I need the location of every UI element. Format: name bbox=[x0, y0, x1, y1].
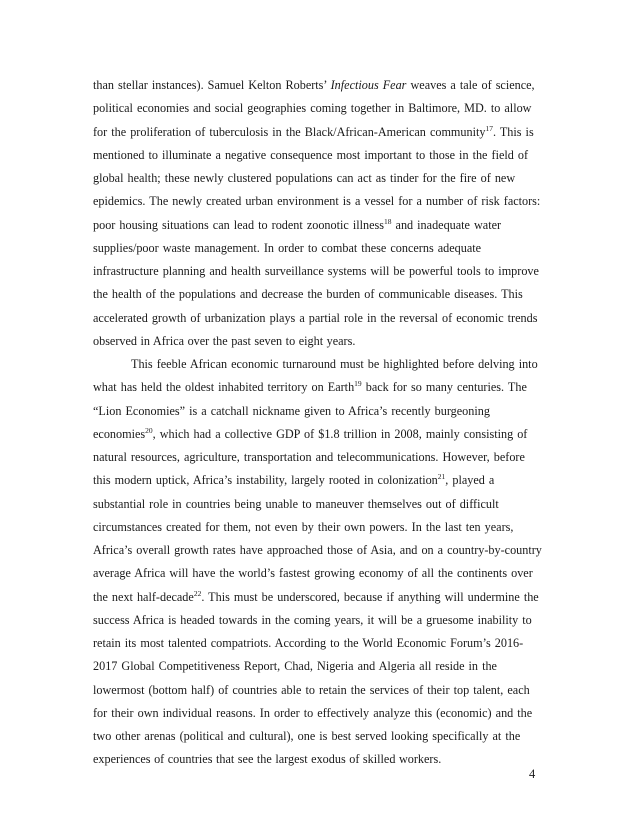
text-line: economies$^{20}$, which had a collective GDP of $1.8 trillion in 2008, mainly consisting of bbox=[93, 425, 528, 441]
text-line: this modern uptick, Africa’s instability, largely rooted in colonization$^{21}$, played a bbox=[93, 472, 495, 488]
text-line: supplies/poor waste management. In order to combat these concerns adequate bbox=[93, 240, 482, 255]
text-line: the health of the populations and decrease the burden of communicable diseases. This bbox=[93, 287, 523, 302]
text-line: what has held the oldest inhabited territory on Earth$^{19}$ back for so many centuries. The bbox=[93, 379, 527, 395]
text-line: experiences of countries that see the largest exodus of skilled workers. bbox=[93, 752, 442, 767]
text-line: average Africa will have the world’s fastest growing economy of all the continents over bbox=[93, 566, 533, 581]
text-line: 2017 Global Competitiveness Report, Chad, Nigeria and Algeria all reside in the bbox=[93, 659, 497, 674]
footnote-ref-21: 21 bbox=[437, 472, 446, 482]
text-line: natural resources, agriculture, transportation and telecommunications. However, before bbox=[93, 450, 525, 464]
text-line: political economies and social geographies coming together in Baltimore, MD. to allow bbox=[93, 101, 532, 116]
text-line: Africa’s overall growth rates have approached those of Asia, and on a country-by-country bbox=[93, 543, 542, 557]
book-title: Infectious Fear bbox=[330, 78, 407, 92]
text-line: the next half-decade$^{22}$. This must be underscored, because if anything will undermine the bbox=[93, 588, 539, 604]
text-line: two other arenas (political and cultural), one is best served looking specifically at the bbox=[93, 729, 521, 743]
text-line: success Africa is headed towards in the coming years, it will be a gruesome inability to bbox=[93, 612, 532, 627]
page-number: 4 bbox=[529, 767, 536, 781]
text-line: lowermost (bottom half) of countries able to retain the services of their top talent, each bbox=[93, 682, 530, 697]
text-line: epidemics. The newly created urban environment is a vessel for a number of risk factors: bbox=[93, 194, 541, 209]
text-line: observed in Africa over the past seven to eight years. bbox=[93, 333, 356, 348]
text-line: for their own individual reasons. In order to effectively analyze this (economic) and the bbox=[93, 705, 533, 720]
text-line: This feeble African economic turnaround must be highlighted before delving into bbox=[131, 357, 538, 371]
paragraph-1 bbox=[93, 77, 553, 356]
text-line: than stellar instances). Samuel Kelton Roberts’ Infectious Fear weaves a tale of science, bbox=[93, 78, 535, 92]
text-line: “Lion Economies” is a catchall nickname given to Africa’s recently burgeoning bbox=[93, 403, 490, 418]
text-line: substantial role in countries being unable to maneuver themselves out of difficult bbox=[93, 496, 499, 511]
footnote-ref-18: 18 bbox=[383, 216, 392, 226]
text-line: circumstances created for them, not even by their own powers. In the last ten years, bbox=[93, 519, 514, 534]
text-line: accelerated growth of urbanization plays a partial role in the reversal of economic trends bbox=[93, 310, 538, 325]
footnote-ref-22: 22 bbox=[193, 588, 202, 598]
footnote-ref-17: 17 bbox=[485, 123, 493, 133]
footnote-ref-19: 19 bbox=[354, 379, 362, 389]
text-line: poor housing situations can lead to rodent zoonotic illness$^{18}$ and inadequate water bbox=[93, 216, 502, 232]
text-line: infrastructure planning and health surveillance systems will be powerful tools to improve bbox=[93, 264, 539, 278]
paragraph-2 bbox=[93, 356, 553, 775]
text-line: for the proliferation of tuberculosis in the Black/African-American community$^{17}$. This is bbox=[93, 123, 534, 139]
footnote-ref-20: 20 bbox=[145, 425, 153, 435]
text-line: retain its most talented compatriots. According to the World Economic Forum’s 2016- bbox=[93, 636, 524, 650]
text-line: mentioned to illuminate a negative consequence most important to those in the field of bbox=[93, 147, 529, 162]
text-line: global health; these newly clustered populations can act as tinder for the fire of new bbox=[93, 171, 516, 185]
